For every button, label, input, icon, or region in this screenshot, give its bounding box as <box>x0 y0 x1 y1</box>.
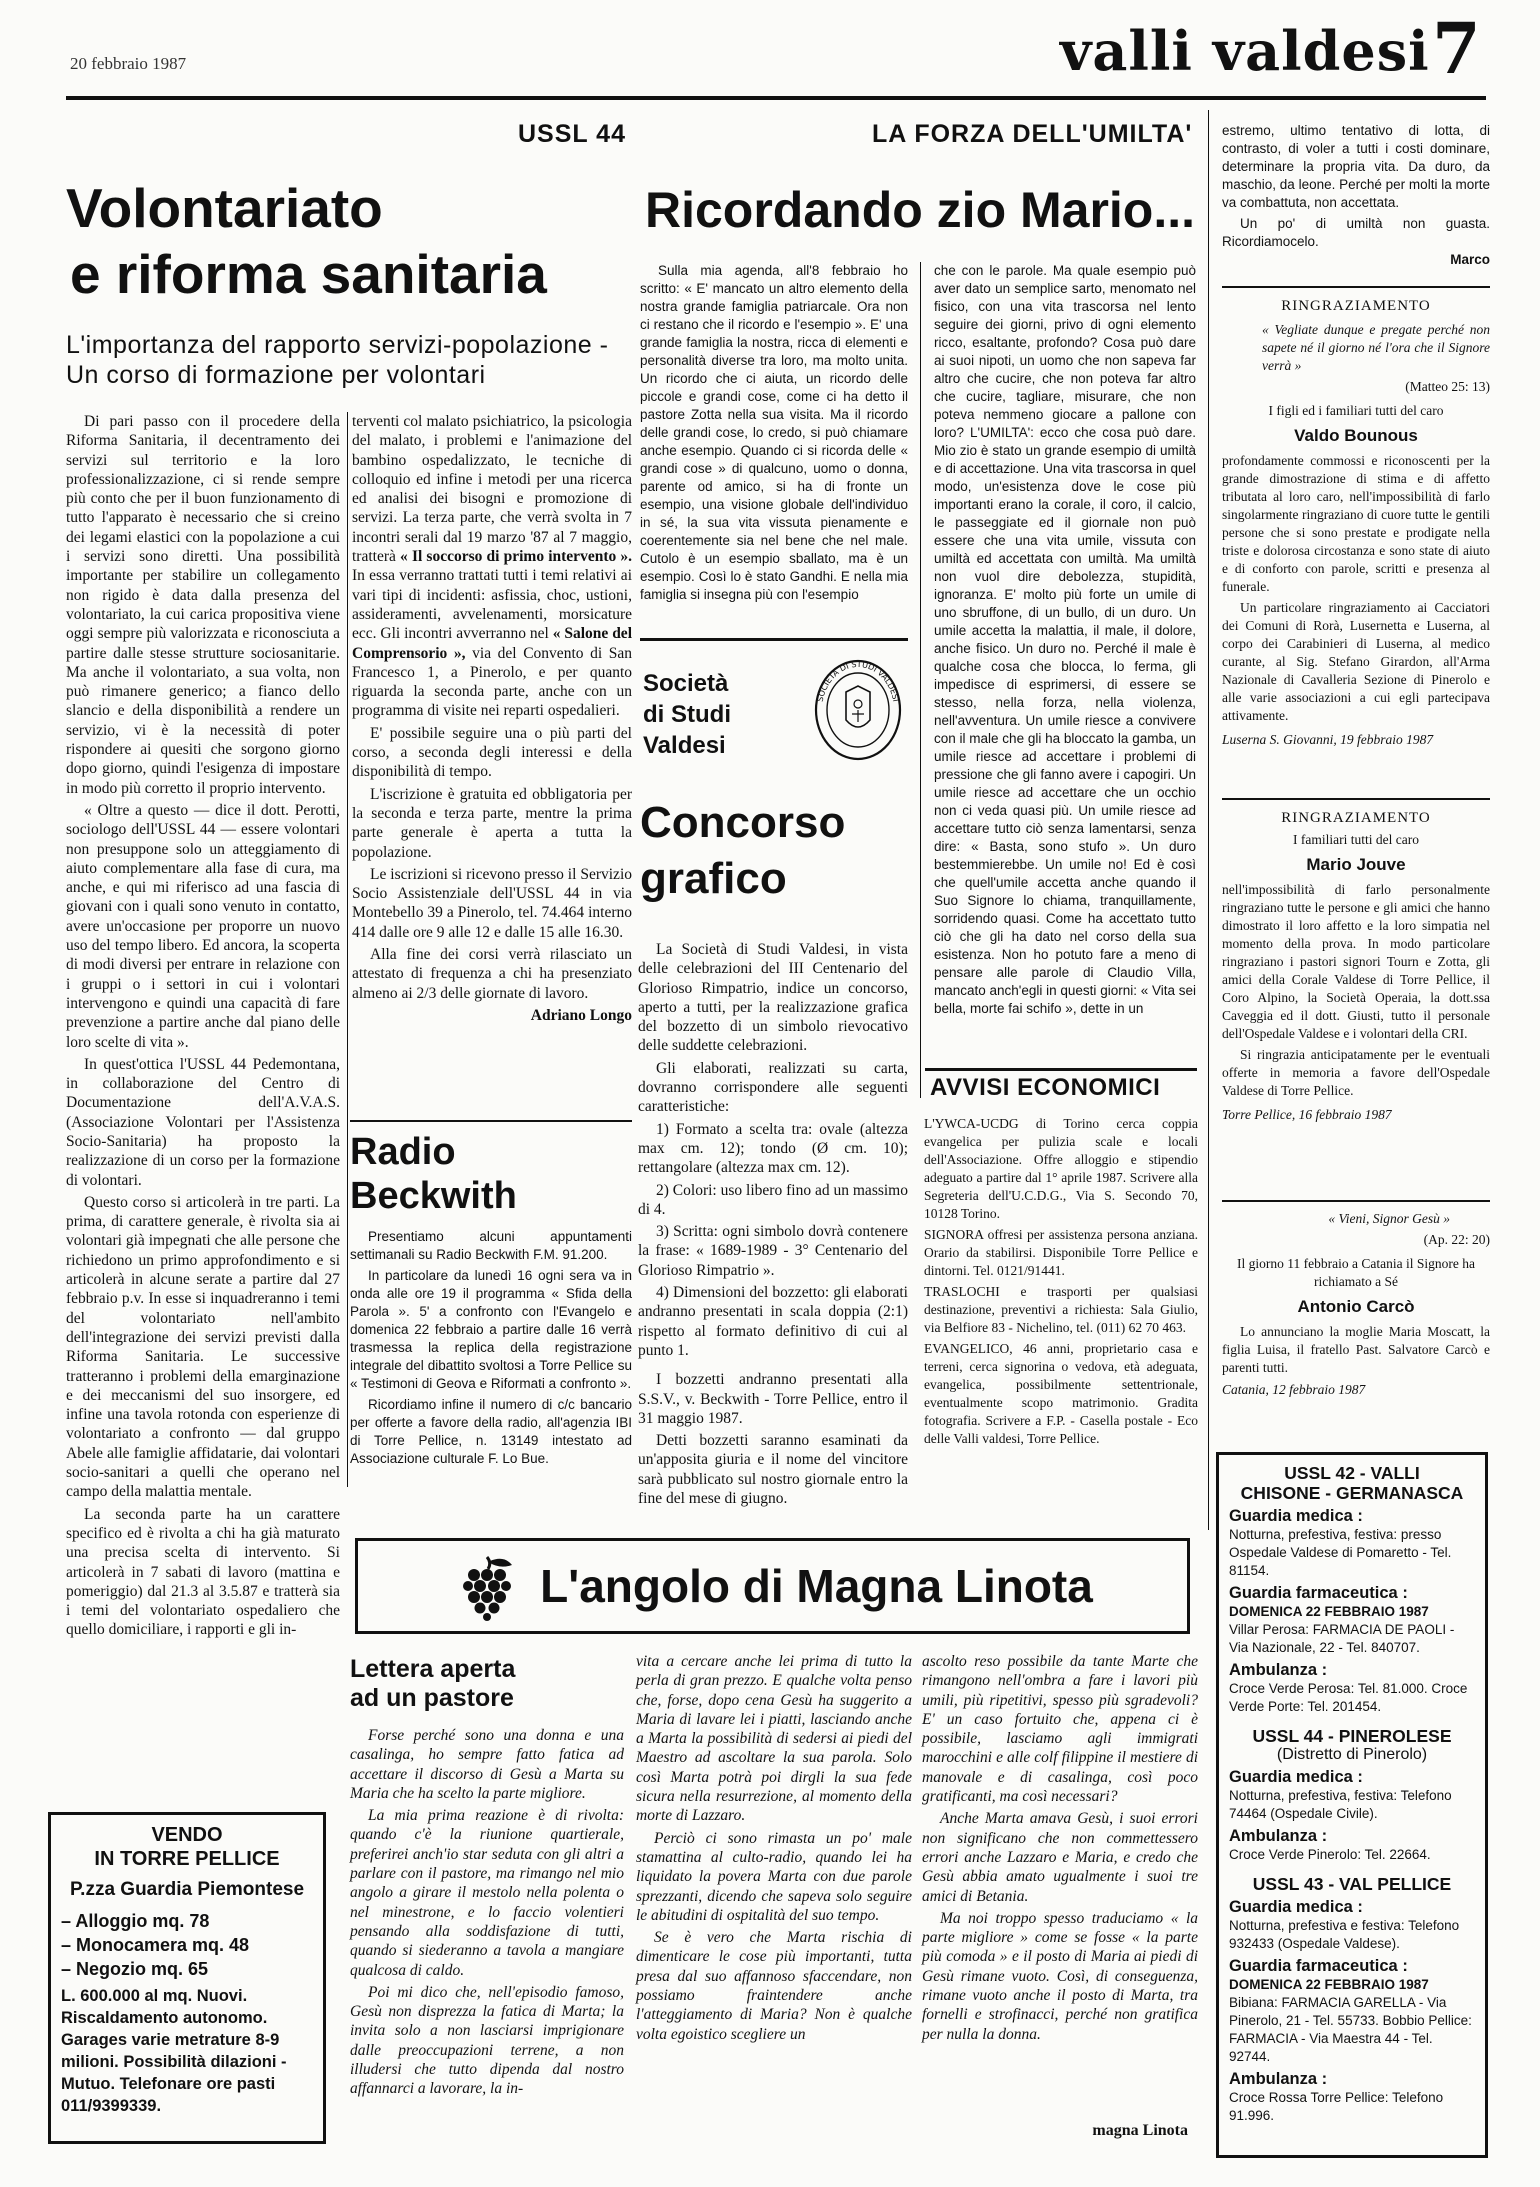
annuncio-verse: « Vieni, Signor Gesù » <box>1328 1211 1450 1226</box>
masthead-title <box>1060 20 1480 82</box>
vendo-title: VENDO <box>151 1824 223 1846</box>
concorso-paragraph: I bozzetti andranno presentati alla S.S.V., v. Beckwith - Torre Pellice, entro il 31 maggio 1987. <box>638 1371 908 1427</box>
concorso-paragraph: Detti bozzetti saranno esaminati da un'apposita giuria e il nome del vincitore sarà pubblicato sul nostro giornale entro la fine del mese di giugno. <box>638 1432 908 1508</box>
angolo-paragraph: Anche Marta amava Gesù, i suoi errori non significano che non commettessero errori anche Lazzaro e Maria, e credo che Gesù abbia amato ugualmente i suoi tre amici di Betania. <box>922 1810 1198 1905</box>
ussl42-ambulanza-label: Ambulanza : <box>1229 1661 1328 1679</box>
seal-text: SOCIETA DI STUDI VALDESI <box>815 659 901 703</box>
ringraziamento-verse-ref: (Matteo 25: 13) <box>1405 379 1490 394</box>
zio-mario-paragraph: che con le parole. Ma quale esempio può aver dato un semplice sarto, menomato nel fisico, con una vita trascorsa nel lento seguire dei giorni, privo di ogni elemento ricco, esaltante, profondo? Cosa può dare ai suoi nipoti, un uomo che non sapeva far altro che cucire, che non poteva far altro che cucire, tagliare, misurare, che non poteva nemmeno giocare a pallone con loro? L'UMILTA': ecco che cosa può dare. Mio zio è stato un grande esempio di umiltà e di accettazione. Una vita trascorsa in quel modo, un'esistenza dove le cose più importanti erano la corale, il coro, il calcio, le passeggiate ed il giornale non può essere che una vita umile, vissuta con umiltà ed accettata con umiltà. Ma umiltà non vuol dire debolezza, stupidità, ignoranza. E' molto più forte un umile di uno sbruffone, di un bullo, di un duro. Un umile accetta la malattia, il male, il dolore, anche fisico. Un duro no. Perché il male è qualche cosa che blocca, lo ferma, gli impedisce di esprimersi, di essere se stesso, nella forza, nella violenza, nell'avventura. Un umile riesce a convivere con il male che gli ha bloccato la gamba, un umile riesce ad accettare i problemi di pressione che gli fanno avere i capogiri. Un umile riesce ad accettare che un occhio non ci veda quasi più. Un umile riesce ad accettare tutto ciò senza lamentarsi, senza dire: « Basta, sono stufo ». Un duro bestemmierebbe. Un umile no! Ed è così che quell'umile accetta anche quando il Suo Signore lo chiama, tranquillamente, sorridendo quasi. Come ha accettato tutto ciò che gli ha dato nel corso della sua esistenza. Non ho potuto fare a meno di pensare alle parole di Claudio Villa, mancato anch'egli in questi giorni: « Vita sei bella, morte fai schifo », dette in un <box>934 263 1196 1016</box>
zio-mario-column-2 <box>934 262 1196 1021</box>
vendo-items <box>61 1909 313 1981</box>
annuncio-verse-ref: (Ap. 22: 20) <box>1423 1232 1490 1247</box>
radio-title-line-2: Beckwith <box>350 1175 517 1217</box>
societa-name-line-3: Valdesi <box>643 732 726 759</box>
ussl44-ambulanza-label: Ambulanza : <box>1229 1827 1328 1845</box>
radio-paragraph: Ricordiamo infine il numero di c/c bancario per offerte a favore della radio, all'agenzia IBI di Torre Pellice, n. 13149 intestato ad Associazione culturale F. Lo Bue. <box>350 1397 632 1466</box>
ussl43-heading: USSL 43 - VAL PELLICE <box>1252 1874 1452 1894</box>
ussl44-subheading: (Distretto di Pinerolo) <box>1276 1746 1428 1763</box>
section-rule <box>350 1120 632 1122</box>
article-paragraph <box>352 412 632 721</box>
ussl43-guardia-farmaceutica-date: DOMENICA 22 FEBBRAIO 1987 <box>1229 1977 1429 1992</box>
article-subtitle: L'importanza del rapporto servizi-popolazione - Un corso di formazione per volontari <box>66 331 609 389</box>
svg-text:SOCIETA DI STUDI VALDESI <box>816 660 901 703</box>
article-highlight: « Salone del Comprensorio », <box>352 625 632 662</box>
ringraziamento-place-date: Luserna S. Giovanni, 19 febbraio 1987 <box>1222 732 1434 747</box>
issue-date: 20 febbraio 1987 <box>70 54 187 73</box>
ringraziamento-body: Un particolare ringraziamento ai Cacciatori dei Comuni di Rorà, Lusernetta e Luserna, al corpo dei Carabinieri di Luserna, al medico curante, al Sig. Stefano Girardon, all'Arma Nazionale di Cavalleria Sezione di Pinerolo e alle varie associazioni a cui egli partecipava attivamente. <box>1222 600 1490 723</box>
column-rule <box>1208 110 1209 1530</box>
zio-mario-column-1 <box>640 262 908 607</box>
societa-name <box>643 668 793 761</box>
paper-name: valli valdesi <box>1060 19 1430 83</box>
angolo-paragraph: Ma noi troppo spesso traduciamo « la parte migliore » come se fosse « la parte più comoda » e il posto di Maria ai piedi di Gesù rimane vuoto. Così, di conseguenza, rimane vuoto anche il posto di Marta, tra fornelli e strofinacci, perché non gratifica per nulla la donna. <box>922 1909 1198 2043</box>
angolo-paragraph: ascolto reso possibile da tante Marte che rimangono nell'ombra a fare i lavori più umili, più ripetitivi, spesso più sgradevoli? E' un caso fortuito che, appena ci è possibile, lasciamo agli immigrati marocchini e alle colf filippine il mestiere di manovale e di casalinga, così poco gratificanti, ma così necessari? <box>922 1653 1198 1806</box>
angolo-paragraph: Se è vero che Marta rischia di dimenticare le cose più importanti, tutta presa dal suo affannoso sfaccendare, non possiamo fraintendere anche l'atteggiamento di Maria? Non è qualche volta egoistico scegliere un <box>636 1929 912 2043</box>
vendo-ad-box <box>48 1812 326 2144</box>
avvisi-list <box>924 1115 1198 1451</box>
ussl42-guardia-medica: Notturna, prefestiva, festiva: presso Ospedale Valdese di Pomaretto - Tel. 81154. <box>1229 1527 1452 1578</box>
letter-title-line-1: Lettera aperta <box>350 1655 516 1683</box>
avviso-item: SIGNORA offresi per assistenza persona anziana. Orario da stabilirsi. Disponibile Torre Pellice e dintorni. Tel. 0121/91441. <box>924 1227 1198 1278</box>
ussl42-guardia-farmaceutica-label: Guardia farmaceutica : <box>1229 1584 1408 1602</box>
vendo-item-label: Alloggio mq. 78 <box>75 1911 210 1931</box>
article-paragraph: La seconda parte ha un carattere specifico ed è rivolta a chi ha già maturato una precisa scelta di intervento. Si articolerà in 7 sabati di lavoro (mattina e pomeriggio) dal 21.3 al 3.5.87 e tratterà sia i temi del volontariato ospedaliero che quello domiciliare, i rapporti e gli in- <box>66 1505 340 1639</box>
ringraziamento-intro: I figli ed i familiari tutti del caro <box>1268 403 1444 418</box>
column-rule <box>920 262 921 1098</box>
section-rule <box>925 1068 1197 1071</box>
ringraziamento-place-date: Torre Pellice, 16 febbraio 1987 <box>1222 1107 1392 1122</box>
zio-mario-title: Ricordando zio Mario... <box>645 182 1196 238</box>
section-rule <box>1222 286 1490 288</box>
angolo-column-3 <box>922 1652 1198 2047</box>
radio-paragraph: Presentiamo alcuni appuntamenti settimanali su Radio Beckwith F.M. 91.200. <box>350 1229 632 1262</box>
ussl44-guardia-medica-label: Guardia medica : <box>1229 1768 1363 1786</box>
angolo-title-box <box>355 1538 1190 1634</box>
angolo-author: magna Linota <box>1092 2122 1188 2139</box>
vendo-item: – Monocamera mq. 48 <box>61 1935 250 1955</box>
ussl43-guardia-medica-label: Guardia medica : <box>1229 1898 1363 1916</box>
article-text: In essa verranno trattati tutti i temi relativi ai vari tipi di incidenti: asfissia, choc, ustioni, assideramenti, avvelenamenti, morsicature ecc. Gli incontri avverranno nel <box>352 567 632 643</box>
concorso-title-line-2: grafico <box>640 854 787 903</box>
ringraziamento-name: Valdo Bounous <box>1294 426 1418 445</box>
angolo-paragraph: Forse perché sono una donna e una casalinga, ho sempre fatto fatica ad accettare il discorso di Gesù a Marta su Maria che ha scelto la parte migliore. <box>350 1727 624 1802</box>
article-paragraph: Le iscrizioni si ricevono presso il Servizio Socio Assistenziale dell'USSL 44 in via Montebello 39 a Pinerolo, tel. 74.464 interno 414 dalle ore 9 alle 12 e dalle 15 alle 16.30. <box>352 865 632 941</box>
letter-title <box>350 1655 620 1713</box>
ringraziamento-heading: RINGRAZIAMENTO <box>1281 298 1431 314</box>
article-paragraph: Alla fine dei corsi verrà rilasciato un attestato di frequenza a chi ha presenziato almeno ai 2/3 delle giornate di lavoro. <box>352 946 632 1002</box>
ringraziamento-body: profondamente commossi e riconoscenti per la grande dimostrazione di stima e di affetto tributata al loro caro, nell'impossibilità di farlo singolarmente ringraziano di cuore tutte le gentili persone che si sono prestate e prodigate nella triste e dolorosa circostanza e sono state di aiuto e di conforto con parole, scritti e presenza al funerale. <box>1222 453 1490 594</box>
ussl43-ambulanza-label: Ambulanza : <box>1229 2070 1328 2088</box>
ussl42-ambulanza: Croce Verde Perosa: Tel. 81.000. Croce Verde Porte: Tel. 201454. <box>1229 1681 1468 1714</box>
zio-mario-kicker: LA FORZA DELL'UMILTA' <box>872 120 1193 148</box>
ussl42-guardia-medica-label: Guardia medica : <box>1229 1507 1363 1525</box>
zio-mario-column-3 <box>1222 122 1490 272</box>
concorso-paragraph: 2) Colori: uso libero fino ad un massimo di 4. <box>638 1181 908 1218</box>
avviso-item: EVANGELICO, 46 anni, proprietario casa e terreni, cerca signorina o vedova, età adeguata, evangelica, possibilmente settentrionale, eventualmente scopo matrimonio. Gradita fotografia. Scrivere a F.P. - Casella postale - Eco delle Valli valdesi, Torre Pellice. <box>924 1341 1198 1446</box>
angolo-paragraph: vita a cercare anche lei prima di tutto la perla di gran prezzo. E qualche volta penso che, forse, dopo cena Gesù ha suggerito a Maria di lavare lei i piatti, lasciando anche a Marta la possibilità di sedersi ai piedi del Maestro ad ascoltare la sua parola. Solo così Marta potrà poi dirgli la sua fede sicura nella resurrezione, al momento della morte di Lazzaro. <box>636 1653 912 1825</box>
concorso-body <box>638 940 908 1511</box>
radio-paragraph: In particolare da lunedì 16 ogni sera va in onda alle ore 19 il programma « Sfida della Parola ». 5' a confronto con l'Evangelo e domenica 22 febbraio a partire dalle 16 verrà trasmessa la replica della registrazione integrale del dibattito svoltosi a Torre Pellice su « Testimoni di Geova e Riformati a confronto ». <box>350 1268 632 1391</box>
ringraziamento-1 <box>1222 298 1490 752</box>
radio-title-line-1: Radio <box>350 1131 456 1173</box>
article-title <box>66 175 636 307</box>
angolo-paragraph: Poi mi dico che, nell'episodio famoso, Gesù non disprezza la fatica di Marta; la invita solo a non lasciarsi imprigionare dalle preoccupazioni terrene, a non illudersi che tutto dipenda dal nostro affannarci a lavorare, la in- <box>350 1983 624 2098</box>
angolo-paragraph: La mia prima reazione è di rivolta: quando c'è la riunione quartierale, preferirei anch'io star seduta con gli altri a parlare con il pastore, ma rimango nel mio angolo a girare il mestolo nella polenta o nel minestrone, e lo faccio volentieri pensando alla soddisfazione di tutti, quando si siederanno a tavola a mangiare qualcosa di caldo. <box>350 1807 624 1979</box>
ussl43-guardia-farmaceutica-label: Guardia farmaceutica : <box>1229 1957 1408 1975</box>
ringraziamento-heading: RINGRAZIAMENTO <box>1281 810 1431 826</box>
zio-mario-paragraph: Un po' di umiltà non guasta. Ricordiamocelo. <box>1222 216 1490 249</box>
avviso-item: TRASLOCHI e trasporti per qualsiasi destinazione, preventivi a richiesta: Sala Giulio, via Belfiore 83 - Nichelino, tel. (011) 62 70 463. <box>924 1284 1198 1335</box>
article-kicker: USSL 44 <box>518 120 626 148</box>
section-rule <box>1222 798 1490 800</box>
article-paragraph: Di pari passo con il procedere della Riforma Sanitaria, il decentramento dei servizi sul territorio e la loro professionalizzazione, ci si rende sempre più conto che per il buon funzionamento di tutto l'apparato è necessario che si creino dei legami elastici con la popolazione a cui i servizi sono diretti. Una possibilità importante per stabilire un collegamento non rigido è data dalla presenza del volontariato, la cui carica propositiva viene oggi sempre più valorizzata e riconosciuta a partire dalle stesse strutture sociosanitarie. Ma anche il volontariato, a sua volta, non può rimanere generico; a fianco dello slancio e della disponibilità a rendere un servizio, vi è la necessità di poter rispondere ai quesiti che sorgono giorno dopo giorno, quindi l'esigenza di impostare in modo più corretto il proprio intervento. <box>66 413 340 797</box>
ussl-service-box <box>1216 1452 1488 2158</box>
vendo-item-label: Monocamera mq. 48 <box>76 1935 250 1955</box>
article-paragraph: L'iscrizione è gratuita ed obbligatoria per la seconda e terza parte, mentre la prima parte generale è aperta a tutta la popolazione. <box>352 785 632 861</box>
ringraziamento-verse: « Vegliate dunque e pregate perché non sapete né il giorno né l'ora che il Signore verrà » <box>1262 322 1490 373</box>
angolo-column-2 <box>636 1652 912 2047</box>
article-author: Adriano Longo <box>530 1006 632 1024</box>
ussl43-ambulanza: Croce Rossa Torre Pellice: Telefono 91.996. <box>1229 2090 1444 2123</box>
concorso-paragraph: 3) Scritta: ogni simbolo dovrà contenere la frase: « 1689-1989 - 3° Centenario del Glorioso Rimpatrio ». <box>638 1223 908 1279</box>
vendo-item: – Alloggio mq. 78 <box>61 1911 210 1931</box>
radio-title <box>350 1130 630 1218</box>
angolo-title: L'angolo di Magna Linota <box>540 1560 1093 1612</box>
ussl44-heading: USSL 44 - PINEROLESE <box>1252 1726 1452 1746</box>
angolo-paragraph: Perciò ci sono rimasta un po' male stamattina al culto-radio, quando lei ha liquidato la povera Marta con due parole sprezzanti, dicendo che sapeva solo seguire le abitudini di ospitalità del suo tempo. <box>636 1829 912 1924</box>
ringraziamento-body: nell'impossibilità di farlo personalmente ringraziano tutte le persone e gli amici che hanno dimostrato il loro affetto e la loro simpatia nel momento della prova. In modo particolare ringraziano i pastori signori Tourn e Zotta, gli amici della Corale Valdese di Torre Pellice, il Coro Alpino, la Società Operaia, la dott.ssa Caveggia ed il dott. Giusti, tutto il personale dell'Ospedale Valdese e i volontari della CRI. <box>1222 882 1490 1041</box>
zio-mario-paragraph: Sulla mia agenda, all'8 febbraio ho scritto: « E' mancato un altro elemento della nostra grande famiglia patriarcale. Ora non ci restano che il ricordo e l'esempio ». E' una grande famiglia la nostra, ricca di elementi e personalità diverse tra loro, ma molto unita. Un ricordo che ci aiuta, un ricordo delle piccole e grandi cose, come ci ha detto il pastore Zotta nella sua visita. Ma il ricordo delle grandi cose, lo credo, si può chiamare anche esempio. Quando ci si ricorda delle « grandi cose » di qualcuno, uomo o donna, parente od amico, si ha di fronte un esempio, una visione globale dell'individuo in sé, la sua vita vissuta pienamente e coerentemente sia nel bene che nel male. Cutolo è un esempio sballato, ma è un esempio. Così lo è stato Gandhi. E nella mia famiglia si insegna più con l'esempio <box>640 263 908 602</box>
annuncio-intro: Il giorno 11 febbraio a Catania il Signore ha richiamato a Sé <box>1237 1256 1475 1289</box>
article-paragraph: « Oltre a questo — dice il dott. Perotti, sociologo dell'USSL 44 — essere volontari non presuppone solo un atteggiamento di aiuto complementare alla fase di cura, ma anche, e qui mi riferisco ad una fascia di giovani con i quali sono venuto in contatto, avere un'occasione per proporre un nuovo uso del tempo libero. Ed ancora, la scoperta di modi diversi per entrare in relazione con i gruppi o i settori in cui i volontari intervengono e quindi una capacità di fare prevenzione a partire anche dal piano delle loro scelte di vita ». <box>66 801 340 1051</box>
article-paragraph: In quest'ottica l'USSL 44 Pedemontana, in collaborazione del Centro di Documentazione dell'A.V.A.S. (Associazione Volontari per l'Assistenza Socio-Sanitaria) ha proposto la realizzazione di un corso per la formazione di volontari. <box>66 1055 340 1189</box>
article-paragraph: Questo corso si articolerà in tre parti. La prima, di carattere generale, è rivolta sia ai volontari già impegnati che alle persone che richiedono un primo approfondimento e si articolerà in alcune serate a partire dal 27 febbraio p.v. In esse si inquadreranno i temi del volontariato nell'ambito dell'integrazione dei servizi previsti dalla Riforma Sanitaria. Le successive tratteranno i problemi della emarginazione e dei meccanismi del suo insorgere, ed infine una tavola rotonda con esperienze di volontariato a confronto — dal gruppo Abele alle famiglie affidatarie, dai volontari socio-sanitari a quelli che operano nel campo della malattia mentale. <box>66 1193 340 1501</box>
vendo-item-label: Negozio mq. 65 <box>76 1959 209 1979</box>
ringraziamento-2 <box>1222 810 1490 1127</box>
ussl43-guardia-medica: Notturna, prefestiva e festiva: Telefono 932433 (Ospedale Valdese). <box>1229 1918 1460 1951</box>
annuncio-name: Antonio Carcò <box>1297 1297 1415 1316</box>
column-rule <box>347 412 348 1487</box>
article-text: via del Convento di San Francesco 1, a Pinerolo, e per quanto riguarda la seconda parte, anche con un programma di visite nei reparti ospedalieri. <box>352 644 633 720</box>
ussl42-heading: CHISONE - GERMANASCA <box>1240 1483 1464 1503</box>
concorso-paragraph: 4) Dimensioni del bozzetto: gli elaborati andranno presentati in scala doppia (2:1) rispetto al formato definitivo di cui al punto 1. <box>638 1284 908 1359</box>
radio-body <box>350 1228 632 1471</box>
annuncio-body: Lo annunciano la moglie Maria Moscatt, la figlia Luisa, il fratello Past. Salvatore Carcò e parenti tutti. <box>1222 1324 1490 1375</box>
ussl43-guardia-farmaceutica: Bibiana: FARMACIA GARELLA - Via Pinerolo, 21 - Tel. 55733. Bobbio Pellice: FARMACIA - Via Maestra 44 - Tel. 92744. <box>1229 1995 1472 2064</box>
concorso-paragraph: 1) Formato a scelta tra: ovale (altezza max cm. 12); tondo (Ø cm. 10); rettangolare (altezza max cm. 12). <box>638 1120 908 1177</box>
section-rule <box>640 638 908 641</box>
avvisi-title: AVVISI ECONOMICI <box>930 1074 1161 1101</box>
section-rule <box>1222 1200 1490 1202</box>
vendo-item: – Negozio mq. 65 <box>61 1959 209 1979</box>
letter-title-line-2: ad un pastore <box>350 1684 514 1712</box>
annuncio <box>1222 1210 1490 1402</box>
page-number: 7 <box>1432 7 1481 90</box>
article-title-line-1: Volontariato <box>66 177 383 239</box>
vendo-body: L. 600.000 al mq. Nuovi. Riscaldamento autonomo. Garages varie metrature 8-9 milioni. Possibilità dilazioni - Mutuo. Telefonare ore pasti 011/9399339. <box>61 1987 287 2115</box>
ussl44-ambulanza: Croce Verde Pinerolo: Tel. 22664. <box>1229 1847 1431 1862</box>
ussl42-heading: USSL 42 - VALLI <box>1284 1463 1420 1483</box>
ussl42-guardia-farmaceutica: Villar Perosa: FARMACIA DE PAOLI - Via Nazionale, 22 - Tel. 840707. <box>1229 1622 1455 1655</box>
grapes-icon <box>452 1551 522 1621</box>
avviso-item: L'YWCA-UCDG di Torino cerca coppia evangelica per pulizia scale e locali dell'Associazione. Offre alloggio e stipendio adeguato a partire dal 1° aprile 1987. Scrivere alla Segreteria dell'U.C.D.G., Via S. Secondo 70, 10128 Torino. <box>924 1116 1198 1221</box>
ringraziamento-intro: I familiari tutti del caro <box>1293 832 1419 847</box>
societa-name-line-1: Società <box>643 670 729 697</box>
annuncio-place-date: Catania, 12 febbraio 1987 <box>1222 1382 1366 1397</box>
article-paragraph: E' possibile seguire una o più parti del corso, a seconda degli interessi e della disponibilità di tempo. <box>352 724 632 781</box>
ussl42-guardia-farmaceutica-date: DOMENICA 22 FEBBRAIO 1987 <box>1229 1604 1429 1619</box>
angolo-column-1 <box>350 1726 624 2102</box>
zio-mario-author: Marco <box>1450 252 1490 267</box>
article-highlight: « Il soccorso di primo intervento ». <box>400 548 633 566</box>
article-column-2 <box>352 412 632 1028</box>
zio-mario-paragraph: estremo, ultimo tentativo di lotta, di contrasto, di voler a tutti i costi dominare, determinare la propria vita. Da duro, da maschio, da leone. Perché per molti la morte va combattuta, non accettata. <box>1222 123 1490 210</box>
concorso-paragraph: La Società di Studi Valdesi, in vista delle celebrazioni del III Centenario del Glorioso Rimpatrio, indice un concorso, aperto a tutti, per la realizzazione grafica del bozzetto di un simbolo rievocativo delle suddette celebrazioni. <box>638 941 908 1055</box>
ringraziamento-name: Mario Jouve <box>1306 855 1406 874</box>
concorso-title-line-1: Concorso <box>640 798 846 847</box>
concorso-title <box>640 795 908 907</box>
article-column-1 <box>66 412 340 1643</box>
societa-name-line-2: di Studi <box>643 701 731 728</box>
article-title-line-2: e riforma sanitaria <box>70 243 547 305</box>
ringraziamento-body: Si ringrazia anticipatamente per le eventuali offerte in memoria a favore dell'Ospedale Valdese di Torre Pellice. <box>1222 1047 1490 1098</box>
concorso-paragraph: Gli elaborati, realizzati su carta, dovranno corrispondere alle seguenti caratteristiche: <box>638 1059 908 1116</box>
ussl44-guardia-medica: Notturna, prefestiva, festiva: Telefono 74464 (Ospedale Civile). <box>1229 1788 1452 1821</box>
vendo-title-2: IN TORRE PELLICE <box>94 1848 280 1870</box>
vendo-place: P.zza Guardia Piemontese <box>69 1879 305 1900</box>
societa-seal-icon <box>812 658 904 762</box>
masthead-rule <box>66 96 1486 100</box>
article-text: terventi col malato psichiatrico, la psicologia del malato, i problemi e l'animazione del bambino ospedalizzato, le tecniche di colloquio ed infine i metodi per una ricerca ed analisi dei bisogni e promozione di servizi. La terza parte, che verrà svolta in 7 incontri serali dal 19 marzo '87 al 7 maggio, tratterà <box>352 413 632 566</box>
